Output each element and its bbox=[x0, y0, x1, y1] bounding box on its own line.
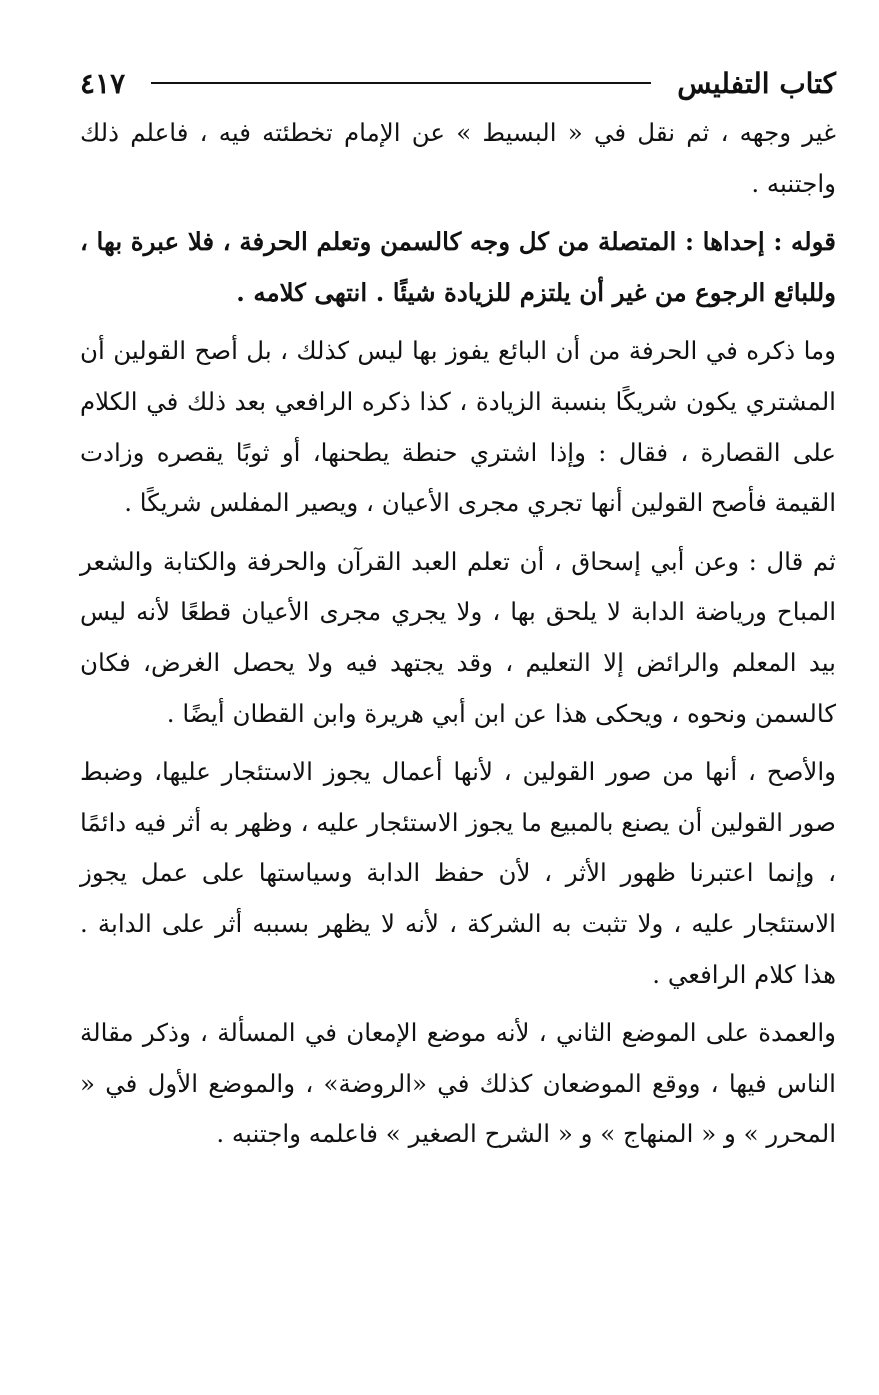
paragraph-5: والأصح ، أنها من صور القولين ، لأنها أعمال يجوز الاستئجار عليها، وضبط صور القولين أن يصنع بالمبيع ما يجوز الاستئجار عليه ، وظهر به أثر فيه دائمًا ، وإنما اعتبرنا ظهور الأثر ، لأن حفظ الدابة وسياستها على عمل يجوز الاستئجار عليه ، ولا تثبت به الشركة ، لأنه لا يظهر بسببه أثر على الدابة . هذا كلام الرافعي . bbox=[80, 757, 836, 989]
paragraph-4: ثم قال : وعن أبي إسحاق ، أن تعلم العبد القرآن والحرفة والكتابة والشعر المباح ورياضة الدابة لا يلحق بها ، ولا يجري مجرى الأعيان قطعًا لأنه ليس بيد المعلم والرائض إلا التعليم ، وقد يجتهد فيه ولا يحصل الغرض، فكان كالسمن ونحوه ، ويحكى هذا عن ابن أبي هريرة وابن القطان أيضًا . bbox=[80, 546, 836, 728]
running-header bbox=[80, 58, 836, 108]
book-page bbox=[80, 58, 836, 1160]
book-title: كتاب التفليس bbox=[677, 66, 836, 100]
paragraph-6: والعمدة على الموضع الثاني ، لأنه موضع الإمعان في المسألة ، وذكر مقالة الناس فيها ، ووقع الموضعان كذلك في «الروضة» ، والموضع الأول في « المحرر » و « المنهاج » و « الشرح الصغير » فاعلمه واجتنبه . bbox=[80, 1018, 836, 1149]
page-body bbox=[80, 108, 836, 1160]
quoted-statement-paragraph: قوله : إحداها : المتصلة من كل وجه كالسمن وتعلم الحرفة ، فلا عبرة بها ، وللبائع الرجوع من غير أن يلتزم للزيادة شيئًا . انتهى كلامه . bbox=[80, 227, 836, 307]
header-rule bbox=[151, 82, 651, 84]
paragraph-3: وما ذكره في الحرفة من أن البائع يفوز بها ليس كذلك ، بل أصح القولين أن المشتري يكون شريكًا بنسبة الزيادة ، كذا ذكره الرافعي بعد ذلك في الكلام على القصارة ، فقال : وإذا اشتري حنطة يطحنها، أو ثوبًا يقصره وزادت القيمة فأصح القولين أنها تجري مجرى الأعيان ، ويصير المفلس شريكًا . bbox=[80, 336, 836, 518]
paragraph-1: غير وجهه ، ثم نقل في « البسيط » عن الإمام تخطئته فيه ، فاعلم ذلك واجتنبه . bbox=[80, 118, 836, 198]
page-number: ٤١٧ bbox=[80, 66, 126, 100]
